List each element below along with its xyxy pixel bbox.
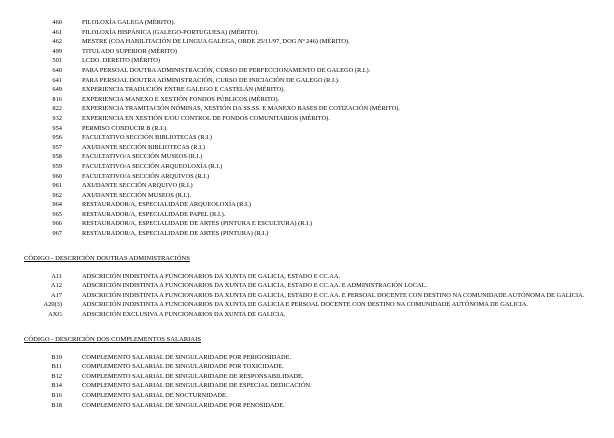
list-item	[24, 114, 590, 124]
entry-description: RESTAURADOR/A, ESPECIALIDADE ARQUEOLOXÍA (R.I.)	[82, 201, 251, 209]
entry-description: FACULTATIVO/A SECCIÓN MUSEOS (R.I.)	[82, 153, 203, 161]
list-item	[24, 85, 590, 95]
entry-code: 641	[52, 76, 62, 84]
entry-code: A20(3)	[43, 301, 62, 309]
entry-code: 954	[52, 124, 62, 132]
entry-code: 959	[52, 162, 62, 170]
entry-description: EXPERIENCIA EN XESTIÓN E/OU CONTROL DE FONDOS COMUNITARIOS (MÉRITO).	[82, 114, 330, 122]
section-heading: CÓDIGO - DESCRICIÓN DOS COMPLEMENTOS SALARIAIS	[24, 335, 202, 343]
entry-description: ADSCRICIÓN INDISTINTA A FUNCIONARIOS DA XUNTA DE GALICIA, ESTADO E CC.AA.	[82, 272, 341, 280]
list-item	[24, 133, 590, 143]
list-item	[24, 381, 590, 391]
entry-code: B14	[51, 382, 62, 390]
entry-description: RESTAURADOR/A, ESPECIALIDADE DE ARTES (PINTURA) (R.I.)	[82, 230, 269, 238]
list-item	[24, 47, 590, 57]
list-item	[24, 37, 590, 47]
entry-code: B18	[51, 401, 62, 409]
entry-code: 461	[52, 28, 62, 36]
entry-code: 649	[52, 86, 62, 94]
list-item	[24, 200, 590, 210]
entry-description: COMPLEMENTO SALARIAL DE SINGULARIDADE POR TOXICIDADE.	[82, 363, 284, 371]
list-item	[24, 66, 590, 76]
entry-code: A11	[51, 272, 62, 280]
list-item	[24, 401, 590, 411]
entry-description: FILOLOXÍA HISPÁNICA (GALEGO-PORTUGUESA) (MÉRITO).	[82, 28, 260, 36]
list-item	[24, 104, 590, 114]
entry-code: A17	[50, 291, 62, 299]
entry-code: 501	[52, 57, 62, 65]
entry-code: 956	[52, 134, 62, 142]
entry-description: FACULTATIVO SECCIÓN BIBLIOTECAS (R.I.)	[82, 134, 212, 142]
entry-description: TITULADO SUPERIOR (MÉRITO)	[82, 47, 178, 55]
entry-description: FILOLOXÍA GALEGA (MÉRITO).	[82, 19, 176, 26]
entry-code: 816	[52, 95, 62, 103]
section-complementos-salariais	[24, 335, 590, 411]
list-item	[24, 95, 590, 105]
entry-description: RESTAURADOR/A, ESPECIALIDADE PAPEL (R.I.).	[82, 210, 226, 218]
entry-code: B10	[51, 353, 62, 361]
entry-code: 966	[52, 220, 62, 228]
entry-description: FACULTATIVO/A SECCIÓN ARQUEOLOXÍA (R.I.)	[82, 162, 223, 170]
entry-description: ADSCRICIÓN INDISTINTA A FUNCIONARIOS DA XUNTA DE GALICIA, ESTADO E CC.AA. E ADMINISTRACIÓN LOCAL.	[82, 282, 428, 290]
entry-code: A12	[50, 282, 62, 290]
list-item	[24, 362, 590, 372]
entry-code: 822	[52, 105, 62, 113]
section-heading: CÓDIGO - DESCRICIÓN DOUTRAS ADMINISTRACIÓNS	[24, 254, 190, 262]
list-item	[24, 210, 590, 220]
entry-code: AXG	[48, 311, 62, 319]
entry-code: 967	[52, 230, 62, 238]
list-item	[24, 181, 590, 191]
entry-code: 499	[52, 47, 62, 55]
entry-code: 460	[52, 19, 62, 26]
entry-description: ADSCRICIÓN INDISTINTA A FUNCIONARIOS DA XUNTA DE GALICIA E PERSOAL DOCENTE CON DESTINO NA COMUNIDADE AUTÓNOMA DE GALICIA.	[82, 301, 529, 309]
list-item	[24, 229, 590, 239]
entry-description: PERMISO CONDUCIR B (R.I.).	[82, 124, 168, 132]
entry-code: 640	[52, 66, 62, 74]
entry-description: FACULTATIVO/A SECCIÓN ARQUIVOS (R.I.)	[82, 172, 210, 180]
list-item	[24, 191, 590, 201]
list-item	[24, 56, 590, 66]
list-item	[24, 28, 590, 38]
entry-code: 957	[52, 143, 62, 151]
entry-code: B12	[51, 372, 62, 380]
list-item	[24, 391, 590, 401]
entry-code: 962	[52, 191, 62, 199]
entry-description: COMPLEMENTO SALARIAL DE NOCTURNIDADE.	[82, 392, 228, 399]
entry-description: EXPERIENCIA TRADUCIÓN ENTRE GALEGO E CASTELÁN (MÉRITO).	[82, 86, 286, 94]
entry-code: 958	[52, 153, 62, 161]
list-item	[24, 18, 590, 28]
entry-description: ADSCRICIÓN EXCLUSIVA A FUNCIONARIOS DA XUNTA DE GALICIA.	[82, 311, 286, 319]
entry-description: COMPLEMENTO SALARIAL DE SINGULARIDADE POR PERIGOSIDADE.	[82, 353, 292, 361]
entry-description: EXPERIENCIA TRAMITACIÓN NÓMINAS, XESTIÓN DA SS.SS. E MANEXO BASES DE COTIZACIÓN (MÉRITO).	[82, 105, 400, 113]
entry-description: COMPLEMENTO SALARIAL DE SINGULARIDADE DE ESPECIAL DEDICACIÓN.	[82, 382, 312, 390]
list-item	[24, 219, 590, 229]
entry-description: AXUDANTE SECCIÓN MUSEOS (R.I.).	[82, 191, 191, 199]
entry-code: 462	[52, 38, 62, 46]
entry-code: B11	[51, 363, 62, 371]
list-item	[24, 291, 590, 301]
entry-description: RESTAURADOR/A, ESPECIALIDADE DE ARTES (PINTURA E ESCULTURA) (R.I.)	[82, 220, 312, 228]
list-item	[24, 152, 590, 162]
list-item	[24, 162, 590, 172]
entry-description: AXUDANTE SECCIÓN ARQUIVO (R.I.)	[82, 182, 193, 190]
section-corpos-list	[24, 18, 590, 239]
entry-code: B16	[51, 392, 62, 399]
entry-code: 960	[52, 172, 62, 180]
list-item	[24, 124, 590, 134]
entry-description: ADSCRICIÓN INDISTINTA A FUNCIONARIOS DA XUNTA DE GALICIA, ESTADO E CC.AA. E PERSOAL DOCENTE CON DESTINO NA COMUNIDADE AUTÓNOMA DE GALICIA.	[82, 291, 585, 299]
entry-code: 932	[52, 114, 62, 122]
list-item	[24, 143, 590, 153]
list-item	[24, 272, 590, 282]
list-item	[24, 300, 590, 310]
list-item	[24, 76, 590, 86]
list-item	[24, 353, 590, 363]
list-item	[24, 372, 590, 382]
entry-code: 961	[52, 182, 62, 190]
list-item	[24, 281, 590, 291]
entry-description: AXUDANTE SECCIÓN BIBLIOTECAS (R.I.)	[82, 143, 206, 151]
entry-description: COMPLEMENTO SALARIAL DE SINGULARIDADE POR PENOSIDADE.	[82, 401, 285, 409]
entry-description: COMPLEMENTO SALARIAL DE SINGULARIDADE DE RESPONSABILIDADE.	[82, 372, 304, 380]
entry-description: LCDO. DEREITO (MÉRITO)	[82, 57, 161, 65]
entry-code: 964	[52, 201, 62, 209]
entry-code: 965	[52, 210, 62, 218]
entry-description: MESTRE (COA HABILITACIÓN DE LINGUA GALEGA, ORDE 25/11/97, DOG Nº 246) (MÉRITO).	[82, 38, 350, 46]
section-outras-administracions	[24, 254, 590, 320]
list-item	[24, 172, 590, 182]
entry-description: EXPERIENCIA MANEXO E XESTIÓN FONDOS PÚBLICOS (MÉRITO).	[82, 95, 280, 103]
entry-description: PARA PERSOAL DOUTRA ADMINISTRACIÓN, CURSO DE INICIACIÓN DE GALEGO (R.I.).	[82, 76, 340, 84]
list-item	[24, 310, 590, 320]
entry-description: PARA PERSOAL DOUTRA ADMINISTRACIÓN, CURSO DE PERFECCIONAMENTO DE GALEGO (R.I.).	[82, 66, 371, 74]
